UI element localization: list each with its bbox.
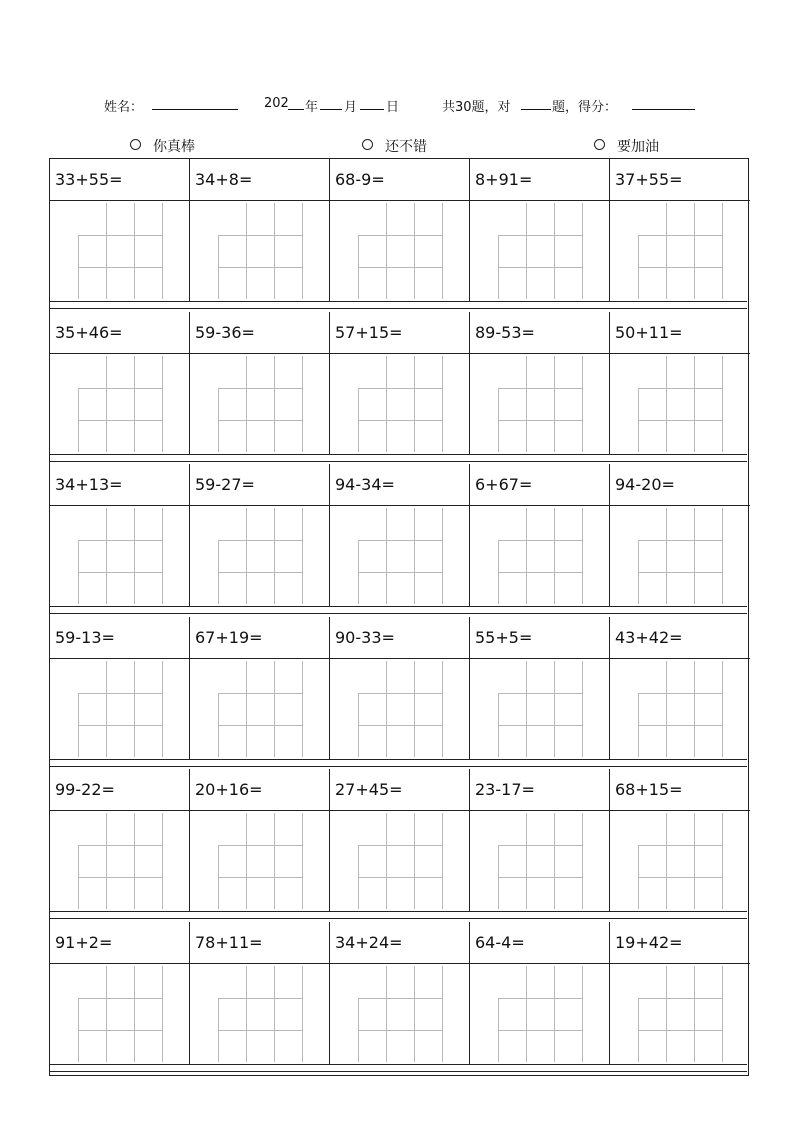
grid-line <box>386 813 387 909</box>
grid-line <box>218 998 302 999</box>
problem-text: 90-33= <box>330 617 470 659</box>
grid-line <box>722 508 723 604</box>
grid-line <box>638 693 722 694</box>
grid-line <box>106 356 107 452</box>
grid-line <box>666 356 667 452</box>
rating-option-great[interactable] <box>130 136 195 156</box>
grid-line <box>722 813 723 909</box>
grid-line <box>414 813 415 909</box>
grid-line <box>358 267 442 268</box>
grid-line <box>162 203 163 299</box>
grid-line <box>582 203 583 299</box>
grid-line <box>498 235 582 236</box>
problem-text: 67+19= <box>190 617 330 659</box>
problem-cell <box>470 159 610 301</box>
grid-line <box>358 693 442 694</box>
grid-line <box>694 203 695 299</box>
grid-line <box>274 661 275 757</box>
month-label: 月 <box>344 100 358 115</box>
grid-line <box>526 356 527 452</box>
grid-line <box>218 572 302 573</box>
grid-line <box>78 388 162 389</box>
grid-line <box>526 508 527 604</box>
grid-line <box>666 203 667 299</box>
grid-line <box>414 661 415 757</box>
worksheet-header <box>0 96 794 116</box>
answer-grid[interactable] <box>218 813 302 909</box>
grid-line <box>386 508 387 604</box>
grid-line <box>442 813 443 909</box>
problem-table <box>49 158 749 1076</box>
rating-option-try-harder[interactable] <box>594 136 659 156</box>
grid-line <box>638 877 722 878</box>
grid-line <box>694 661 695 757</box>
grid-line <box>358 845 442 846</box>
grid-line <box>106 661 107 757</box>
grid-line <box>218 877 302 878</box>
grid-line <box>218 693 302 694</box>
grid-line <box>638 540 722 541</box>
grid-line <box>78 998 162 999</box>
problem-cell <box>330 769 470 911</box>
answer-grid[interactable] <box>638 356 722 452</box>
grid-line <box>554 661 555 757</box>
day-label: 日 <box>386 100 400 115</box>
circle-icon <box>362 139 373 150</box>
answer-grid[interactable] <box>358 508 442 604</box>
grid-line <box>134 508 135 604</box>
grid-line <box>442 661 443 757</box>
grid-line <box>134 966 135 1062</box>
grid-line <box>582 508 583 604</box>
problem-cell <box>50 464 190 606</box>
problem-text: 94-20= <box>610 464 750 506</box>
problem-cell <box>470 312 610 454</box>
answer-grid[interactable] <box>358 661 442 757</box>
grid-line <box>638 998 722 999</box>
problem-row <box>50 312 747 454</box>
problem-cell <box>610 159 750 301</box>
grid-line <box>162 966 163 1062</box>
grid-line <box>638 420 722 421</box>
row-separator <box>50 911 747 919</box>
problem-text: 20+16= <box>190 769 330 811</box>
grid-line <box>638 388 722 389</box>
answer-grid[interactable] <box>638 966 722 1062</box>
grid-line <box>386 661 387 757</box>
answer-grid[interactable] <box>358 813 442 909</box>
problem-text: 59-13= <box>50 617 190 659</box>
row-separator <box>50 759 747 767</box>
problem-text: 89-53= <box>470 312 610 354</box>
problem-text: 59-27= <box>190 464 330 506</box>
problem-text: 27+45= <box>330 769 470 811</box>
problem-cell <box>610 312 750 454</box>
grid-line <box>498 725 582 726</box>
grid-line <box>78 420 162 421</box>
grid-line <box>694 813 695 909</box>
year-label: 年 <box>305 100 319 115</box>
answer-grid[interactable] <box>218 356 302 452</box>
grid-line <box>302 813 303 909</box>
grid-line <box>358 877 442 878</box>
rating-options <box>0 136 794 156</box>
problem-text: 43+42= <box>610 617 750 659</box>
problem-row <box>50 159 747 301</box>
grid-line <box>78 235 162 236</box>
problem-text: 34+24= <box>330 922 470 964</box>
grid-line <box>78 572 162 573</box>
rating-label: 还不错 <box>385 139 427 155</box>
grid-line <box>218 235 302 236</box>
problem-text: 34+13= <box>50 464 190 506</box>
rating-option-good[interactable] <box>362 136 427 156</box>
problem-cell <box>610 922 750 1064</box>
problem-row <box>50 769 747 911</box>
grid-line <box>498 998 582 999</box>
grid-line <box>526 966 527 1062</box>
answer-grid[interactable] <box>498 661 582 757</box>
grid-line <box>498 420 582 421</box>
name-label: 姓名： <box>104 100 144 115</box>
grid-line <box>638 267 722 268</box>
answer-grid[interactable] <box>218 508 302 604</box>
grid-line <box>498 540 582 541</box>
row-separator <box>50 301 747 309</box>
grid-line <box>666 813 667 909</box>
grid-line <box>78 267 162 268</box>
problem-cell <box>330 312 470 454</box>
grid-line <box>414 966 415 1062</box>
grid-line <box>218 388 302 389</box>
grid-line <box>358 388 442 389</box>
answer-grid[interactable] <box>78 813 162 909</box>
grid-line <box>358 998 442 999</box>
grid-line <box>694 356 695 452</box>
problem-text: 33+55= <box>50 159 190 201</box>
grid-line <box>414 508 415 604</box>
grid-line <box>134 356 135 452</box>
grid-line <box>694 508 695 604</box>
answer-grid[interactable] <box>498 356 582 452</box>
grid-line <box>554 508 555 604</box>
grid-line <box>162 508 163 604</box>
problem-cell <box>190 922 330 1064</box>
grid-line <box>302 661 303 757</box>
grid-line <box>638 1030 722 1031</box>
grid-line <box>582 966 583 1062</box>
row-separator <box>50 606 747 614</box>
grid-line <box>78 693 162 694</box>
circle-icon <box>594 139 605 150</box>
grid-line <box>638 572 722 573</box>
grid-line <box>218 725 302 726</box>
grid-line <box>722 203 723 299</box>
problem-cell <box>190 312 330 454</box>
grid-line <box>106 813 107 909</box>
grid-line <box>106 203 107 299</box>
grid-line <box>554 966 555 1062</box>
grid-line <box>554 813 555 909</box>
problem-cell <box>470 769 610 911</box>
grid-line <box>498 1030 582 1031</box>
grid-line <box>246 661 247 757</box>
problem-row <box>50 922 747 1064</box>
year-prefix: 202 <box>264 96 289 111</box>
grid-line <box>386 966 387 1062</box>
answer-grid[interactable] <box>638 813 722 909</box>
grid-line <box>274 356 275 452</box>
problem-text: 6+67= <box>470 464 610 506</box>
answer-grid[interactable] <box>358 203 442 299</box>
grid-line <box>358 725 442 726</box>
grid-line <box>274 508 275 604</box>
problem-text: 19+42= <box>610 922 750 964</box>
grid-line <box>274 203 275 299</box>
grid-line <box>246 508 247 604</box>
answer-grid[interactable] <box>218 661 302 757</box>
grid-line <box>134 203 135 299</box>
circle-icon <box>130 139 141 150</box>
grid-line <box>442 203 443 299</box>
grid-line <box>666 966 667 1062</box>
grid-line <box>218 1030 302 1031</box>
answer-grid[interactable] <box>358 966 442 1062</box>
problem-text: 34+8= <box>190 159 330 201</box>
grid-line <box>162 813 163 909</box>
problem-cell <box>470 617 610 759</box>
answer-grid[interactable] <box>498 966 582 1062</box>
answer-grid[interactable] <box>78 966 162 1062</box>
grid-line <box>302 356 303 452</box>
grid-line <box>134 813 135 909</box>
grid-line <box>666 508 667 604</box>
grid-line <box>722 356 723 452</box>
grid-line <box>162 356 163 452</box>
problem-text: 50+11= <box>610 312 750 354</box>
grid-line <box>498 845 582 846</box>
grid-line <box>162 661 163 757</box>
problem-cell <box>50 922 190 1064</box>
problem-cell <box>330 159 470 301</box>
grid-line <box>498 572 582 573</box>
grid-line <box>78 725 162 726</box>
grid-line <box>582 356 583 452</box>
problem-cell <box>610 769 750 911</box>
rating-label: 你真棒 <box>153 139 195 155</box>
grid-line <box>78 845 162 846</box>
grid-line <box>526 813 527 909</box>
grid-line <box>386 203 387 299</box>
grid-line <box>246 966 247 1062</box>
grid-line <box>106 966 107 1062</box>
answer-grid[interactable] <box>498 508 582 604</box>
answer-grid[interactable] <box>218 203 302 299</box>
answer-grid[interactable] <box>498 813 582 909</box>
problem-text: 37+55= <box>610 159 750 201</box>
grid-line <box>106 508 107 604</box>
grid-line <box>722 661 723 757</box>
answer-grid[interactable] <box>638 203 722 299</box>
grid-line <box>386 356 387 452</box>
answer-grid[interactable] <box>78 203 162 299</box>
row-separator <box>50 1064 747 1072</box>
grid-line <box>498 693 582 694</box>
rating-label: 要加油 <box>617 139 659 155</box>
grid-line <box>582 661 583 757</box>
answer-grid[interactable] <box>498 203 582 299</box>
grid-line <box>358 420 442 421</box>
grid-line <box>498 877 582 878</box>
problem-text: 64-4= <box>470 922 610 964</box>
answer-grid[interactable] <box>78 661 162 757</box>
grid-line <box>442 508 443 604</box>
grid-line <box>442 966 443 1062</box>
problem-text: 68-9= <box>330 159 470 201</box>
problem-cell <box>190 769 330 911</box>
answer-grid[interactable] <box>78 508 162 604</box>
problem-text: 57+15= <box>330 312 470 354</box>
answer-grid[interactable] <box>638 508 722 604</box>
problem-cell <box>330 617 470 759</box>
grid-line <box>414 203 415 299</box>
grid-line <box>78 877 162 878</box>
problem-cell <box>50 159 190 301</box>
problem-cell <box>470 922 610 1064</box>
grid-line <box>218 420 302 421</box>
problem-text: 99-22= <box>50 769 190 811</box>
grid-line <box>134 661 135 757</box>
problem-cell <box>610 617 750 759</box>
grid-line <box>246 203 247 299</box>
answer-grid[interactable] <box>358 356 442 452</box>
problem-cell <box>50 769 190 911</box>
problem-cell <box>470 464 610 606</box>
grid-line <box>358 572 442 573</box>
total-label: 共30题，对 <box>442 100 511 115</box>
grid-line <box>554 203 555 299</box>
problem-row <box>50 617 747 759</box>
grid-line <box>302 508 303 604</box>
problem-text: 59-36= <box>190 312 330 354</box>
problem-cell <box>190 159 330 301</box>
problem-cell <box>330 464 470 606</box>
problem-cell <box>610 464 750 606</box>
grid-line <box>218 267 302 268</box>
problem-text: 78+11= <box>190 922 330 964</box>
problem-text: 68+15= <box>610 769 750 811</box>
grid-line <box>526 661 527 757</box>
problem-cell <box>190 617 330 759</box>
problem-text: 8+91= <box>470 159 610 201</box>
grid-line <box>442 356 443 452</box>
grid-line <box>498 267 582 268</box>
grid-line <box>218 540 302 541</box>
grid-line <box>358 1030 442 1031</box>
answer-grid[interactable] <box>638 661 722 757</box>
grid-line <box>638 725 722 726</box>
problem-cell <box>50 312 190 454</box>
grid-line <box>78 540 162 541</box>
grid-line <box>554 356 555 452</box>
problem-row <box>50 464 747 606</box>
problem-text: 91+2= <box>50 922 190 964</box>
problem-text: 35+46= <box>50 312 190 354</box>
problem-cell <box>330 922 470 1064</box>
grid-line <box>246 356 247 452</box>
grid-line <box>246 813 247 909</box>
grid-line <box>526 203 527 299</box>
grid-line <box>274 966 275 1062</box>
problem-cell <box>190 464 330 606</box>
grid-line <box>582 813 583 909</box>
score-label: 题，得分： <box>552 100 618 115</box>
grid-line <box>414 356 415 452</box>
row-separator <box>50 454 747 462</box>
grid-line <box>722 966 723 1062</box>
grid-line <box>358 540 442 541</box>
grid-line <box>302 203 303 299</box>
grid-line <box>218 845 302 846</box>
grid-line <box>274 813 275 909</box>
grid-line <box>498 388 582 389</box>
problem-text: 23-17= <box>470 769 610 811</box>
grid-line <box>638 235 722 236</box>
problem-text: 94-34= <box>330 464 470 506</box>
problem-cell <box>50 617 190 759</box>
answer-grid[interactable] <box>218 966 302 1062</box>
answer-grid[interactable] <box>78 356 162 452</box>
problem-text: 55+5= <box>470 617 610 659</box>
grid-line <box>666 661 667 757</box>
grid-line <box>78 1030 162 1031</box>
grid-line <box>694 966 695 1062</box>
grid-line <box>358 235 442 236</box>
grid-line <box>302 966 303 1062</box>
grid-line <box>638 845 722 846</box>
